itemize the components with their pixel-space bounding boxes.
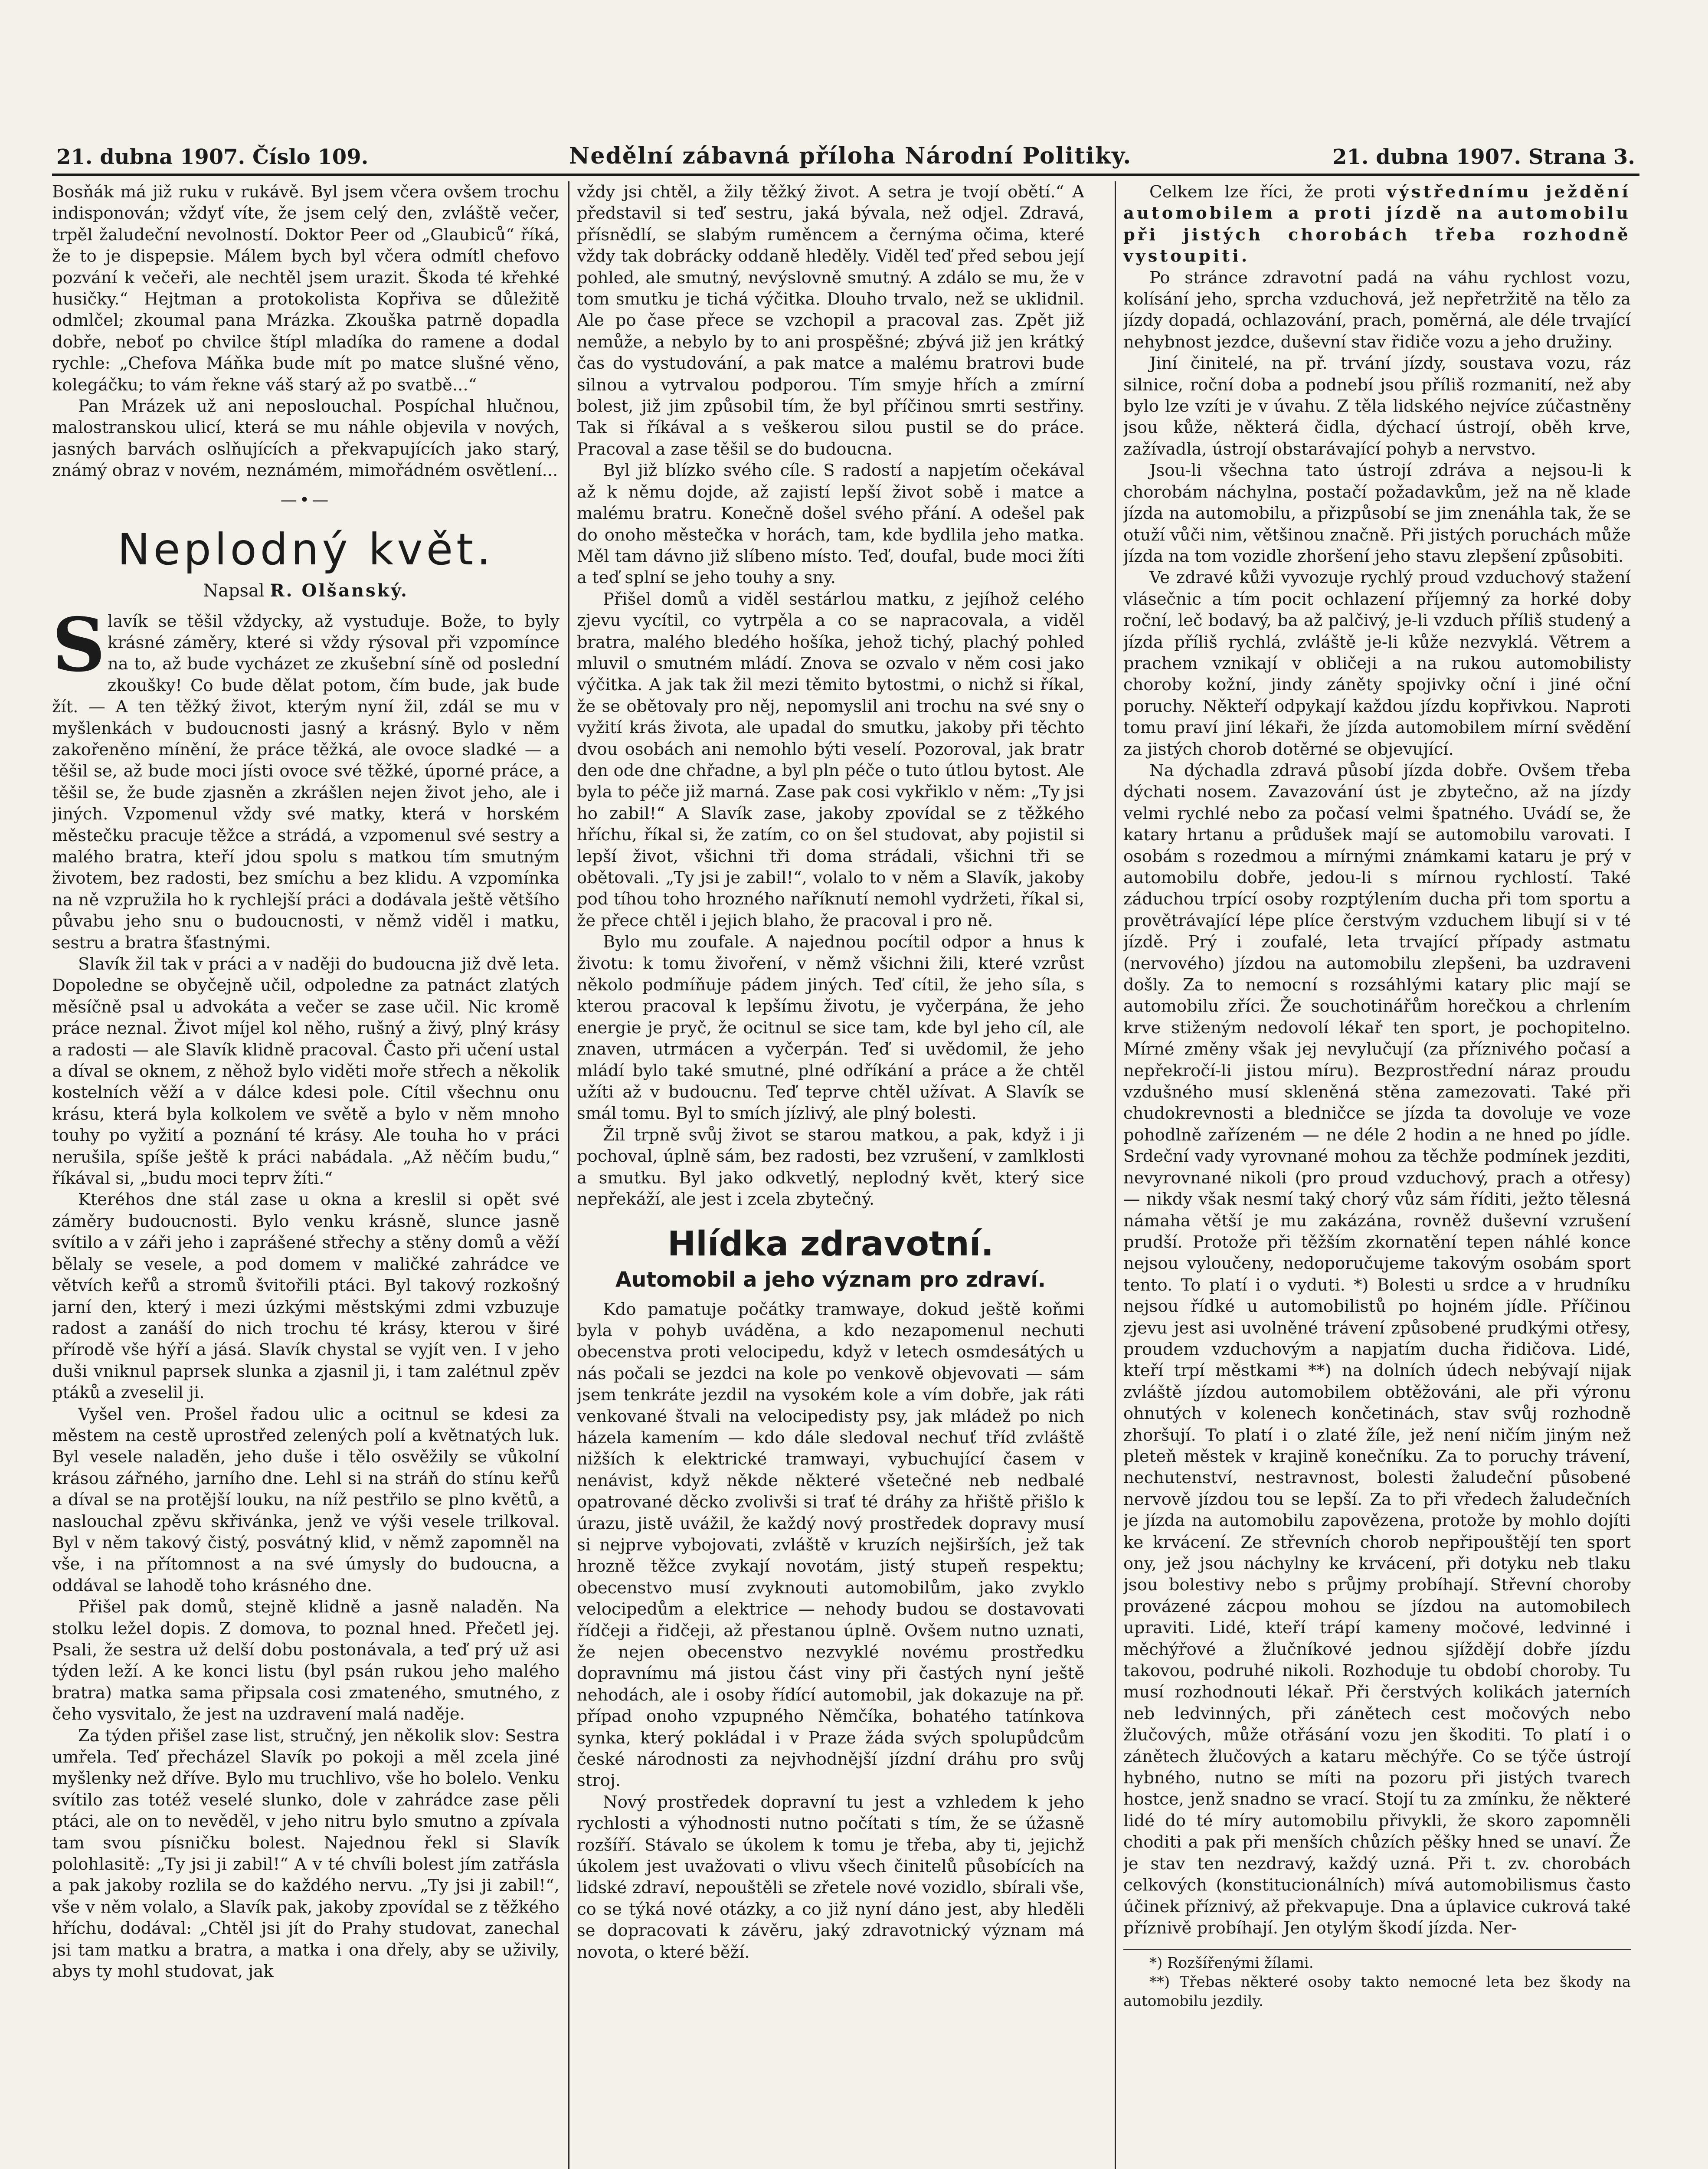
section-title: Hlídka zdravotní. [667,1224,994,1264]
paragraph: Po stránce zdravotní padá na váhu rychlost vozu, kolísání jeho, sprcha vzduchová, jež nepřetržitě na tělo za jízdy dopadá, ochlazování, prach, poměrná, ale déle trvající nehybnost jezdce, duševní stav řidiče vozu a jeho družiny. [1123,268,1631,352]
paragraph: vždy jsi chtěl, a žily těžký život. A setra je tvojí obětí.“ A představil si teď sestru, jaká bývala, než odjel. Zdravá, přísnědlí, se slabým ruměncem a černýma očima, které vždy tak dobrácky oddaně hleděly. Viděl teď před sebou její pohled, ale smutný, nevýslovně smutný. A zdálo se mu, že v tom smutku je tichá výčitka. Dlouho trvalo, než se uklidnil. Ale po čase přece se vzchopil a pracoval zas. Zpět již nemůže, a nebylo by to ani prospěšné; zbývá již jen krátký čas do vystudování, a pak matce a malému bratrovi bude silnou a vytrvalou podporou. Tím smyje hřích a zmírní bolest, již jim způsobil tím, že byl příčinou smrti sestřiny. Tak si říkával a s veškerou silou pustil se do práce. Pracoval a zase těšil se do budoucna. [577,182,1084,459]
footnote: **) Třebas některé osoby takto nemocné leta bez škody na automobilu jezdily. [1123,1973,1631,2010]
column-2 [577,181,1084,2169]
paragraph: Nový prostředek dopravní tu jest a vzhledem k jeho rychlosti a výhodnosti nutno počítati s tím, že se úžasně rozšíří. Stávalo se úkolem k tomu je třeba, aby ti, jejichž úkolem jest uvažovati o vlivu všech činitelů působících na lidské zdraví, nepouštěli se zřetele nové vozidlo, sbírali vše, co se týká nové otázky, a co již nyní dáno jest, aby hleděli se dopracovati k závěru, jaký zdravotnický význam má novota, o které běží. [577,1792,1084,1962]
paragraph: Jiní činitelé, na př. trvání jízdy, soustava vozu, ráz silnice, roční doba a podnebí jsou příliš rozmanití, než aby bylo lze vzíti je v úvahu. Z těla lidského nejvíce zúčastněny jsou kůže, některá čidla, dýchací ústrojí, oběh krve, zažívadla, ústrojí obstarávající pohyb a nervstvo. [1123,354,1631,459]
paragraph: Bylo mu zoufale. A najednou pocítil odpor a hnus k životu: k tomu živoření, v němž všichni žili, které vzrůst několo podmíňuje pádem jiných. Teď cítil, že jeho síla, s kterou pracoval k lepšímu životu, je vyčerpána, že jeho energie je pryč, že ocitnul se sice tam, kde byl jeho cíl, ale znaven, utrmácen a vyčerpán. Teď si uvědomil, že jeho mládí bylo také smutné, plné odříkání a práce a že chtěl užíti až v budoucnu. Teď teprve chtěl užívat. A Slavík se smál tomu. Byl to smích jízlivý, ale plný bolesti. [577,932,1084,1124]
paragraph: Kteréhos dne stál zase u okna a kreslil si opět své záměry budoucnosti. Bylo venku krásně, slunce jasně svítilo a v záři jeho i zaprášené střechy a stěny domů a věží bělaly se vesele, a pod domem v maličké zahrádce ve větvích keřů a stromů švitořili ptáci. Byl takový rozkošný jarní den, který i mezi úzkými městskými zdmi vzbuzuje radost a zanáší do nich trochu té krásy, kterou v širé přírodě vše hýří a jásá. Slavík chystal se vyjít ven. I v jeho duši vniknul paprsek slunka a zjasnil ji, i tam zalétnul zpěv ptáků a zveselil ji. [52,1190,560,1403]
header-date-issue: 21. dubna 1907. Číslo 109. [56,145,369,169]
paragraph: Jsou-li všechna tato ústrojí zdráva a nejsou-li k chorobám náchylna, postačí požadavkům, jež na ně klade jízda na automobilu, a přizpůsobí se jim znenáhla tak, že se otuží vůči nim, většinou značně. Při jistých poruchách může jízda na tom vozidle zhoršení jeho stavu zlepšení způsobiti. [1123,461,1631,566]
paragraph: Pan Mrázek už ani neposlouchal. Pospíchal hlučnou, malostranskou ulicí, která se mu náhle objevila v nových, jasných barvách oslňujících a překvapujících jako starý, známý obraz v novém, neznámém, mimořádném osvětlení... [52,396,560,481]
section-subtitle: Automobil a jeho význam pro zdraví. [615,1267,1046,1292]
lead-text: Celkem lze říci, že proti [1149,182,1375,202]
story-title: Neplodný květ. [117,524,494,575]
footnote: *) Rozšířenými žílami. [1149,1954,1314,1972]
column-divider [1115,181,1116,2169]
header-rule [52,174,1639,176]
paragraph: Přišel domů a viděl sestárlou matku, z jejíhož celého zjevu vycítil, co vytrpěla a co se napracovala, a viděl bratra, malého bledého hošíka, jehož tichý, plachý pohled mluvil o smutném mládí. Znova se ozvalo v něm cosi jako výčitka. A jak tak žil mezi těmito bytostmi, o nichž si říkal, že se obětovaly pro něj, nepomyslil ani trochu na své sny o vyžití krás života, ale upadal do smutku, jakoby při těchto dvou osobách ani nemohlo býti veselí. Pozoroval, jak bratr den ode dne chřadne, a byl pln péče o tuto útlou bytost. Ale byla to péče již marná. Zase pak cosi vykřiklo v něm: „Ty jsi ho zabil!“ A Slavík zase, jakoby zpovídal se z těžkého hříchu, říkal si, že zatím, co on šel studovat, aby pojistil si lepší život, všichni tři doma strádali, všichni tři se obětovali. „Ty jsi je zabil!“, volalo to v něm a Slavík, jakoby pod tíhou toho hrozného naříknutí nemohl vydržeti, říkal si, že přece chtěl i jejich blaho, že pracoval i pro ně. [577,589,1084,931]
paragraph: Žil trpně svůj život se starou matkou, a pak, když i ji pochoval, úplně sám, bez radosti, bez vzrušení, v zamlklosti a smutku. Byl jako odkvetlý, neplodný květ, který sice nepřekáží, ale jest i zcela zbytečný. [577,1125,1084,1209]
footnotes [1123,1949,1631,2011]
paragraph: Slavík žil tak v práci a v naději do budoucna již dvě leta. Dopoledne se obyčejně učil, odpoledne za patnáct zlatých měsíčně psal u advokáta a večer se zase učil. Nic kromě práce neznal. Život míjel kol něho, rušný a živý, plný krásy a radosti — ale Slavík klidně pracoval. Často při učení ustal a díval se oknem, z něhož bylo viděti moře střech a několik kostelních věží a v dálce kdesi pole. Cítil všechnu onu krásu, která byla kolkolem ve světě a bylo v něm mnoho touhy po vyžití a poznání té krásy. Ale touha ho v práci nerušila, spíše ještě k práci nabádala. „Až něčím budu,“ říkával si, „budu moci teprv žíti.“ [52,954,560,1189]
paragraph: Na dýchadla zdravá působí jízda dobře. Ovšem třeba dýchati nosem. Zavazování úst je zbytečno, až na jízdy velmi rychlé nebo za počasí velmi špatného. Uvádí se, že katary hrtanu a průdušek mají se automobilu varovati. I osobám s rozedmou a mírnými známkami kataru je prý v automobilu dobře, jedou-li s mírnou rychlostí. Také záduchou trpící osoby rozptýlením ducha při tom sportu a provětrávající lépe plíce čerstvým vzduchem libují si v té jízdě. Prý i zoufalé, leta trvající případy astmatu (nervového) jízdou na automobilu zlepšeni, ba uzdraveni došly. Za to nemocní s rozsáhlými katary plic mají se automobilu zříci. Že souchotinářům horečkou a chrlením krve stiženým nedovolí lékař ten sport, je pochopitelno. Mírné změny však jej nevylučují (za příznivého počasí a nepřekročí-li jistou míru). Bezprostřední náraz proudu vzdušného musí skleněná stěna zamezovati. Také při chudokrevnosti a bledničce se jízda ta dovoluje ve voze pohodlně zařízeném — ne déle 2 hodin a ne hned po jídle. Srdeční vady vyrovnané mohou za těchže podmínek jezditi, nevyrovnané nikoli (pro proud vzduchový, prach a otřesy) — nikdy však nesmí taký chorý vůz sám říditi, ježto tělesná námaha větší je mu zakázána, rovněž duševní vzrušení prudší. Protože při těžším zkornatění tepen náhlé konce nejsou vyloučeny, nedoporučujeme takovým osobám sport tento. To platí i o vyduti. *) Bolesti u srdce a v hrudníku nejsou řídké u automobilistů po hojném jídle. Příčinou zjevu jest asi uvolněné trávení způsobené prudkými otřesy, proudem vzduchovým a napjatím ducha řidičova. Lidé, kteří trpí městkami **) na dolních údech nebývají nijak zvláště jízdou automobilem obtěžováni, ale při výronu ohnutých v kolenech končetinách, stav svůj rozhodně zhoršují. To platí i o zlaté žíle, jež není ničím jiným než pleteň městek v krajině konečníku. Za to poruchy trávení, nechutenství, nestravnost, bolesti žaludeční působené nervově jízdou tou se lepší. Za to při vředech žaludečních je jízda na automobilu zapovězena, protože by mohlo dojíti ke krvácení. Ze střevních chorob nepřipouštějí ten sport ony, jež jsou náchylny ke krvácení, při dotyku neb tlaku jsou bolestivy nebo s průjmy probíhají. Střevní choroby provázené zácpou mohou se jízdou na automobilech upraviti. Lidé, kteří trápí kameny močové, ledvinné i měchýřové a žlučníkové jednou sjíždějí dobře jízdu takovou, podruhé nikoli. Rozhoduje tu období choroby. Tu musí rozhodnouti lékař. Při čerstvých kolikách jaterních neb ledvinných, při zánětech cest močových nebo žlučových, může otřásání vozu jen škoditi. To platí i o zánětech žlučových a kataru měchýře. Co se týče ústrojí hybného, nutno se míti na pozoru při jistých tvarech hostce, jenž snadno se vrací. Stojí tu za zmínku, že některé lidé do té míry automobilu přivykli, že skoro zapomněli choditi a pak při menších chůzích pěšky hned se unaví. Že je stav ten nezdravý, každý uzná. Při t. zv. chorobách celkových (konstitucionálních) mívá automobilismus často účinek příznivý, až překvapuje. Dna a úplavice cukrová také příznivě probíhají. Jen otylým škodí jízda. Ner- [1123,760,1631,1938]
byline [52,580,560,602]
byline-author: R. Olšanský. [270,580,409,601]
paragraph-text: lavík se těšil vždycky, až vystuduje. Bože, to byly krásné záměry, které si vždy rýsoval při vzpomínce na to, až bude vycházet ze zkušební síně od poslední zkoušky! Co bude dělat potom, čím bude, jak bude žít. — A ten těžký život, kterým nyní žil, zdál se mu v myšlenkách v budoucnosti jasný a krásný. Bylo v něm zakořeněno mínění, že práce těžká, ale ovoce sladké — a těšil se, až bude moci jísti ovoce své těžké, úporné práce, a těšil se, že bude zjasněn a zkrášlen nejen život jeho, ale i jiných. Vzpomenul vždy své matky, která v horském městečku pracuje těžce a strádá, a vzpomenul své sestry a malého bratra, kteří jdou spolu s matkou tím smutným životem, bez radosti, bez smíchu a bez klidu. A vzpomínka na ně vzpružila ho k rychlejší práci a dodávala ještě většího půvabu jeho snu o budoucnosti, v němž viděl i matku, sestru a bratra šťastnými. [52,611,560,953]
paragraph: Byl již blízko svého cíle. S radostí a napjetím očekával až k němu dojde, až zajistí lepší život sobě i matce a malému bratru. Konečně došel svého přání. A odešel pak do onoho městečka v horách, tam, kde bydlila jeho matka. Měl tam dávno již slíbeno místo. Teď, doufal, bude moci žíti a teď splní se jeho touhy a sny. [577,461,1084,588]
paragraph: Bosňák má již ruku v rukávě. Byl jsem včera ovšem trochu indisponován; vždyť víte, že jsem celý den, zvláště večer, trpěl žaludeční nevolností. Doktor Peer od „Glaubiců“ říká, že to je dispepsie. Málem bych byl včera odmítl chefovo pozvání k večeři, ale nechtěl jsem urazit. Škoda té křehké husičky.“ Hejtman a protokolista Kopřiva se důležitě odmlčel; zkoumal pana Mrázka. Zkouška patrně dopadla dobře, neboť po chvilce štípl mladíka do ramene a dodal rychle: „Chefova Máňka bude mít po matce slušné věno, kolegáčku; to vám řekne váš starý až po svatbě...“ [52,182,560,395]
column-3 [1123,181,1631,2169]
separator: —•— [280,490,331,509]
column-divider [568,181,569,2169]
byline-prefix: Napsal [203,581,265,601]
page-header [56,130,1635,169]
paragraph [1123,181,1631,267]
paragraph [52,601,560,954]
header-publication: Nedělní zábavná příloha Národní Politiky. [569,143,1132,169]
column-1 [52,181,560,2169]
header-date-page: 21. dubna 1907. Strana 3. [1332,145,1635,169]
paragraph: Vyšel ven. Prošel řadou ulic a ocitnul se kdesi za městem na cestě uprostřed zelených polí a květnatých luk. Byl vesele naladěn, jeho duše i tělo osvěžily se vůkolní krásou zářného, jarního dne. Lehl si na stráň do stínu keřů a díval se na protější louku, na níž pestřilo se plno květů, a naslouchal zpěvu skřivánka, jenž ve výši vesele trilkoval. Byl v něm takový čistý, posvátný klid, v němž zapomněl na vše, i na přítomnost a na své úmysly do budoucna, a oddával se lahodě toho krásného dne. [52,1404,560,1596]
paragraph: Za týden přišel zase list, stručný, jen několik slov: Sestra umřela. Teď přecházel Slavík po pokoji a měl zcela jiné myšlenky než dříve. Bylo mu truchlivo, vše ho bolelo. Venku svítilo zas totéž veselé slunko, dole v zahrádce zase pěli ptáci, ale on to nevěděl, v jeho nitru bylo smutno a zpívala tam svou písničku bolest. Najednou řekl si Slavík polohlasitě: „Ty jsi ji zabil!“ A v té chvíli bolest jím zatřásla a pak jakoby rozlila se do každého nervu. „Ty jsi ji zabil!“, vše v něm volalo, a Slavík pak, jakoby zpovídal se z těžkého hříchu, dodával: „Chtěl jsi jít do Prahy studovat, zanechal jsi tam matku a bratra, a matka i ona dřely, aby se uživily, abys ty mohl studovat, jak [52,1726,560,1982]
drop-cap: S [52,601,105,688]
paragraph: Ve zdravé kůži vyvozuje rychlý proud vzduchový stažení vlásečnic a tím pocit ochlazení příjemný za horké doby roční, leč bodavý, ba až palčivý, je-li vzduch příliš studený a jízda příliš rychlá, zvláště je-li kůže nezvyklá. Větrem a prachem vznikají v obličeji a na rukou automobilisty choroby kožní, jindy záněty spojivky oční i jiné oční poruchy. Někteří odpykají každou jízdu kopřivkou. Naproti tomu praví jiní lékaři, že jízda automobilem mírní svědění za jistých chorob dotěrné se objevující. [1123,568,1631,759]
paragraph: Přišel pak domů, stejně klidně a jasně naladěn. Na stolku ležel dopis. Z domova, to poznal hned. Přečetl jej. Psali, že sestra už delší dobu postonávala, a teď prý už asi týden leží. A ke konci listu (byl psán rukou jeho malého bratra) matka sama připsala cosi zmateného, smutného, z čeho vysvitalo, že jest na uzdravení malá naděje. [52,1597,560,1724]
lead-emphasis: výstřednímu ježdění automobilem a proti jízdě na automobilu při jistých chorobách třeba rozhodně vystoupiti. [1123,182,1631,266]
paragraph: Kdo pamatuje počátky tramwaye, dokud ještě koňmi byla v pohyb uváděna, a kdo nezapomenul nechuti obecenstva proti velocipedu, když v letech osmdesátých u nás počali se jezdci na kole po venkově objevovati — sám jsem tenkráte jezdil na vysokém kole a vím dobře, jak ráti venkované štvali na velocipedisty psy, jak mládež po nich házela kamením — kdo dále sledoval nechuť tříd zvláště nižších k elektrické tramwayi, vybuchující časem v nenávist, když někde některé všetečné neb nedbalé opatrované děcko zvolivši si trať té dráhy za hřiště přišlo k úrazu, jistě uvážil, že každý nový prostředek dopravy musí si nejprve vybojovati, zvláště v kruzích nejširších, jež tak hrozně těžce zvykají novotám, jistý stupeň respektu; obecenstvo musí zvyknouti automobilům, jako zvyklo velocipedům a elektrice — nehody budou se dostavovati řídčeji a řidčeji, až přestanou úplně. Ovšem nutno uznati, že nejen obecenstvo nezvyklé novému prostředku dopravnímu má jistou část viny při častých nyní ještě nehodách, ale i osoby řídící automobil, jak dokazuje na př. případ onoho vzpupného Němčíka, bohatého tatínkova synka, který pokládal i v Praze žáda svých spolupůdcům české národnosti za nejvhodnější jízdní dráhu pro svůj stroj. [577,1299,1084,1791]
